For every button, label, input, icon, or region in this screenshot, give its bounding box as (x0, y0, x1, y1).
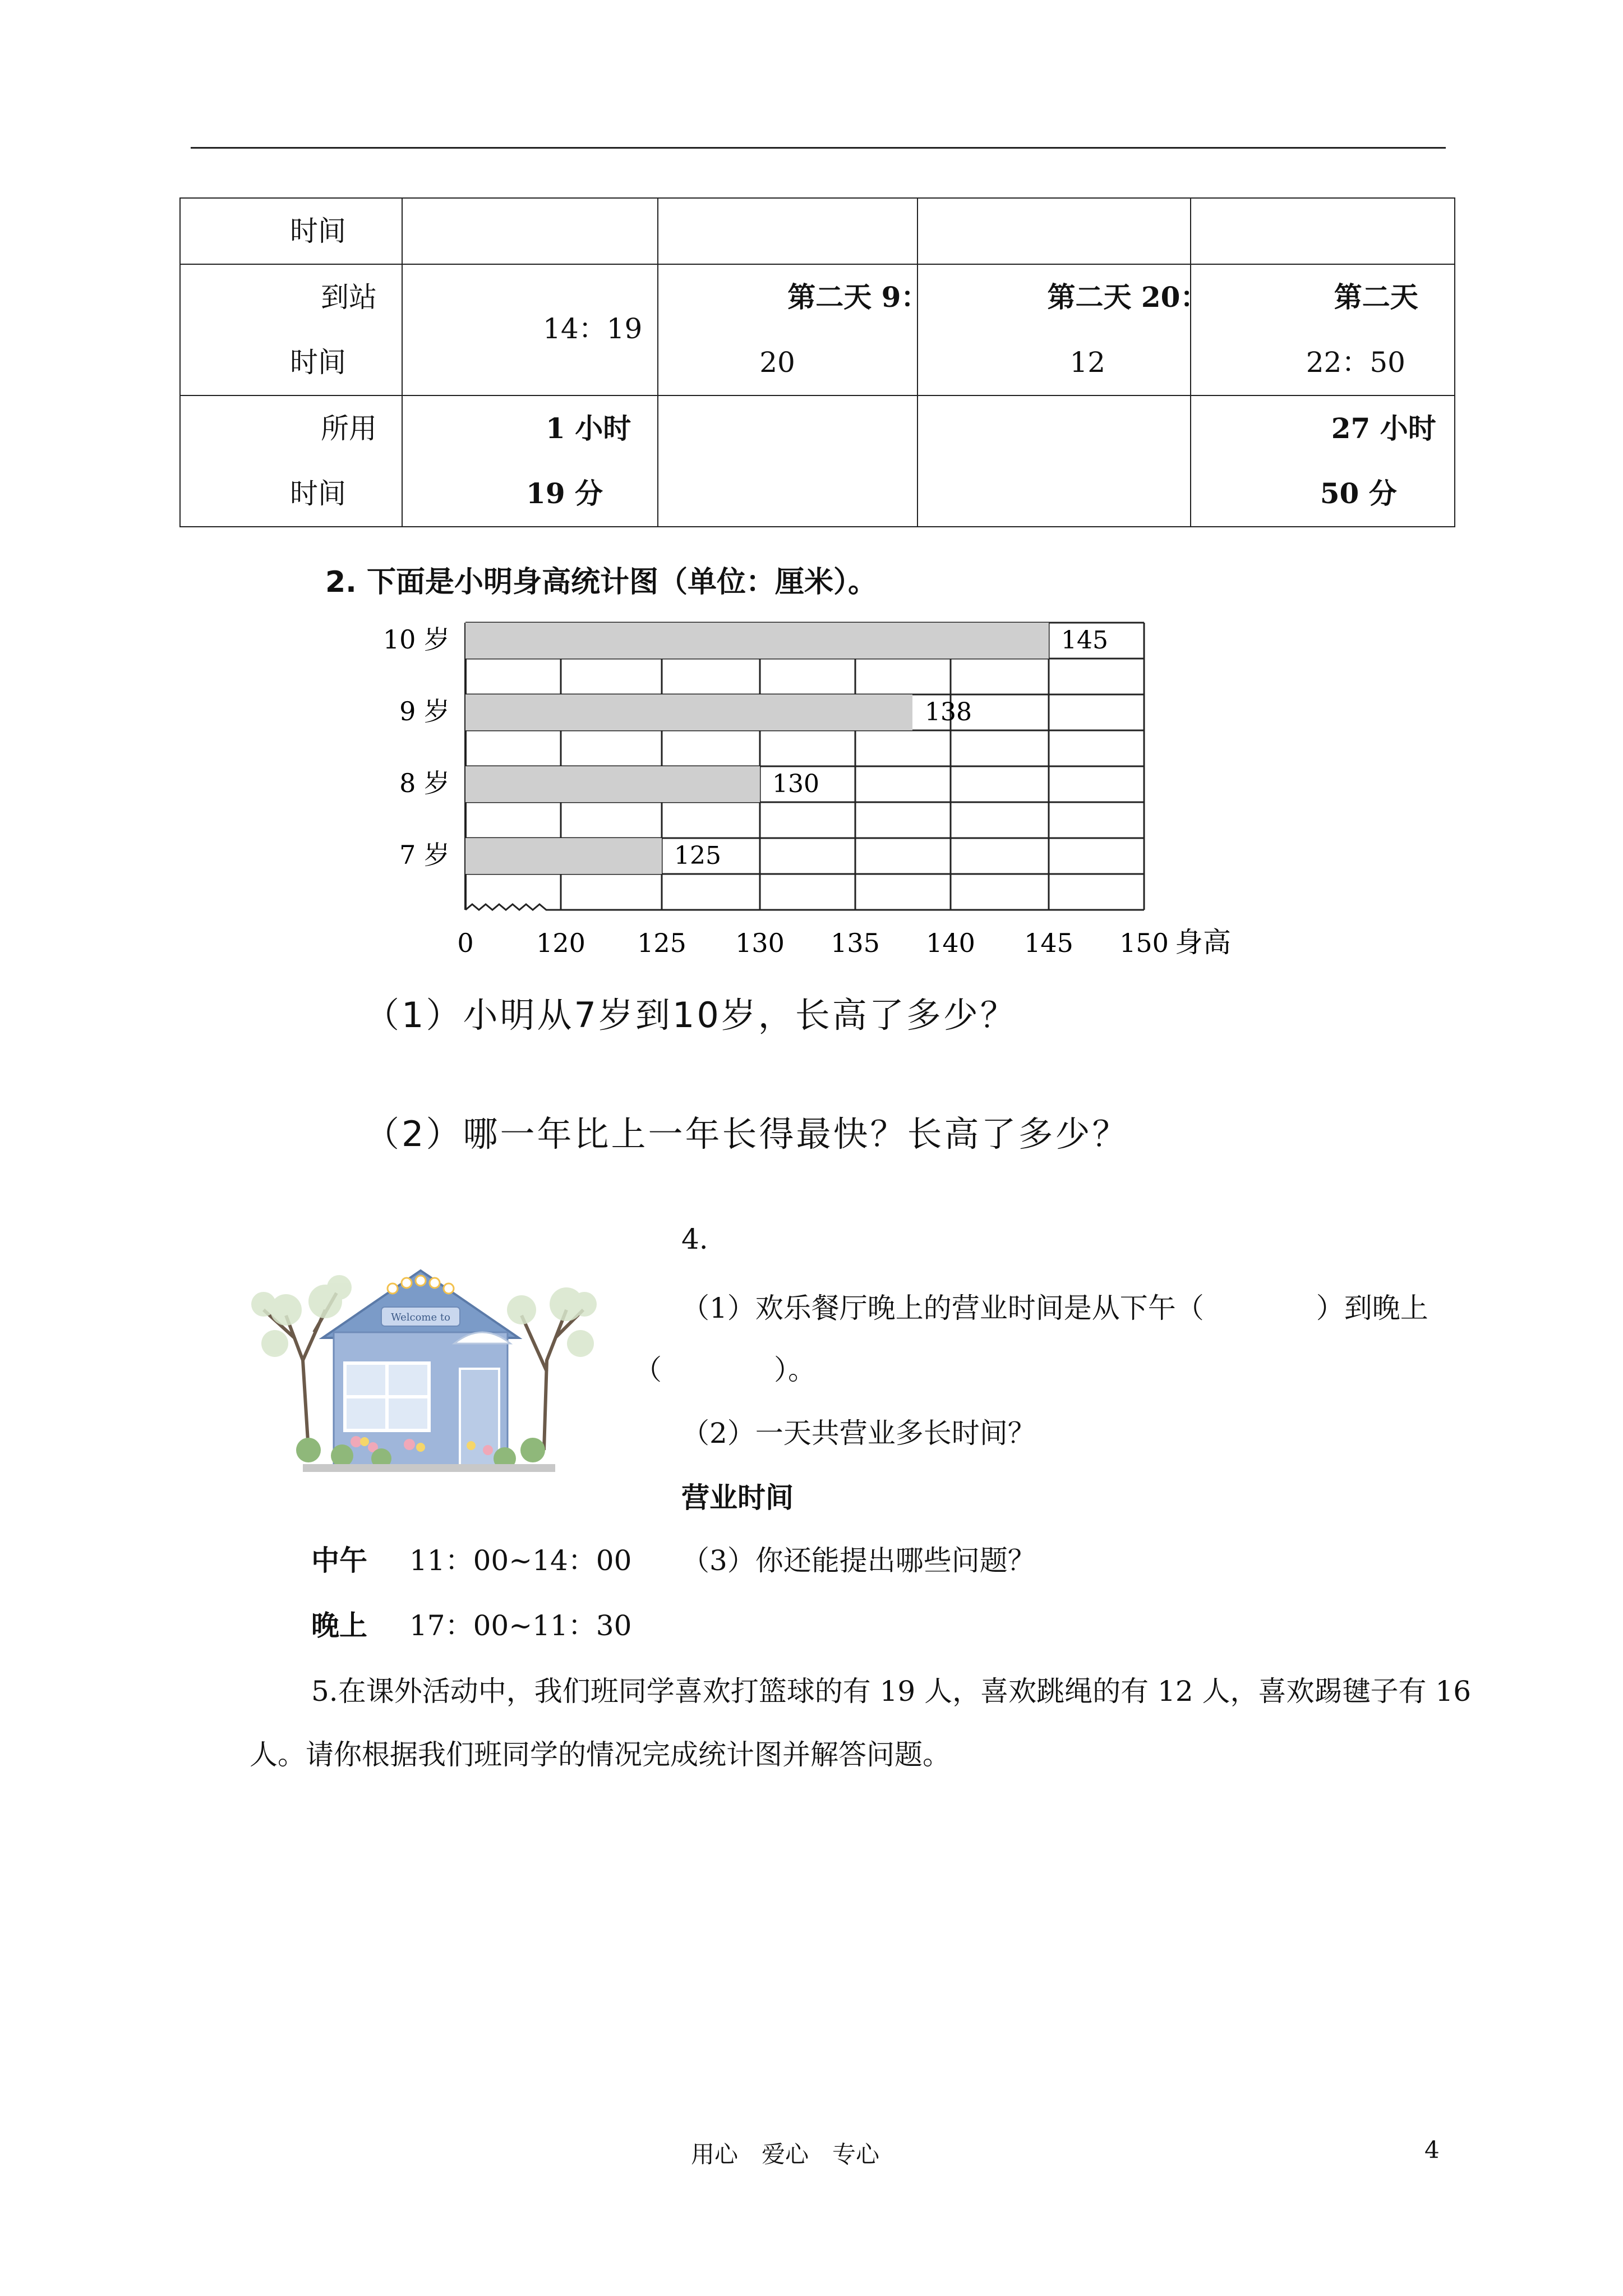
welcome-sign: Welcome to (391, 1312, 450, 1323)
tick-label: 125 (637, 928, 686, 958)
tick-label: 140 (926, 928, 975, 958)
table-cell (402, 198, 658, 264)
table-cell: 14：19 (402, 264, 658, 395)
tick-label: 0 (457, 928, 474, 958)
bar (465, 623, 1049, 659)
bar (465, 766, 760, 802)
q5-line1: 5.在课外活动中，我们班同学喜欢打篮球的有 19 人，喜欢跳绳的有 12 人，喜欢踢毽子有 16 (311, 1675, 1472, 1708)
table-cell (917, 395, 1190, 527)
evening-time: 17：00~11：30 (409, 1609, 632, 1642)
x-axis-label: 身高 (1175, 926, 1231, 959)
noon-label: 中午 (311, 1544, 367, 1577)
q2-sub1: （1）小明从7岁到10岁，长高了多少？ (365, 995, 1017, 1036)
table-cell: 第二天 9： 20 (658, 264, 917, 395)
footer-motto: 用心 爱心 专心 (691, 2141, 880, 2168)
tree-right-icon (522, 1310, 583, 1450)
q4-line2: （ ）。 (634, 1354, 816, 1386)
bar (465, 694, 912, 730)
category-label: 7 岁 (399, 840, 450, 871)
q4-line4: （3）你还能提出哪些问题？ (681, 1544, 1036, 1577)
table-cell: 第二天 22：50 (1191, 264, 1455, 395)
category-label: 8 岁 (399, 768, 450, 799)
q2-sub2: （2）哪一年比上一年长得最快？长高了多少？ (365, 1114, 1129, 1154)
table-cell (658, 395, 917, 527)
q5-line2: 人。请你根据我们班同学的情况完成统计图并解答问题。 (250, 1738, 951, 1771)
table-row (180, 395, 1455, 527)
table-cell (658, 198, 917, 264)
header-rule (191, 147, 1446, 149)
page-number: 4 (1424, 2136, 1440, 2164)
q4-line3: （2）一天共营业多长时间？ (681, 1417, 1036, 1450)
q2-title: 2. 下面是小明身高统计图（单位：厘米）。 (325, 565, 878, 599)
schedule-table (179, 197, 1455, 527)
noon-time: 11：00~14：00 (409, 1544, 632, 1577)
bar (465, 838, 662, 874)
data-label: 138 (925, 698, 972, 727)
tick-label: 130 (735, 928, 785, 958)
tick-label: 135 (831, 928, 880, 958)
q4-number: 4. (681, 1223, 708, 1255)
row-label: 所用 时间 (180, 395, 402, 527)
table-row (180, 264, 1455, 395)
tick-label: 145 (1024, 928, 1073, 958)
table-cell: 1 小时 19 分 (402, 395, 658, 527)
data-label: 125 (674, 841, 721, 871)
row-label: 时间 (180, 198, 402, 264)
table-cell: 第二天 20： 12 (917, 264, 1190, 395)
q4-line1: （1）欢乐餐厅晚上的营业时间是从下午（ ）到晚上 (681, 1292, 1428, 1324)
row-label: 到站 时间 (180, 264, 402, 395)
table-cell (1191, 198, 1455, 264)
data-label: 145 (1061, 626, 1108, 655)
evening-label: 晚上 (311, 1609, 367, 1642)
table-cell: 27 小时 50 分 (1191, 395, 1455, 527)
table-cell (917, 198, 1190, 264)
category-label: 10 岁 (382, 624, 450, 655)
restaurant-illustration (241, 1248, 606, 1495)
height-chart (370, 611, 1312, 970)
chart-bars (465, 623, 1049, 874)
axis-break (465, 904, 561, 910)
hours-title: 营业时间 (681, 1481, 794, 1514)
tick-label: 120 (536, 928, 585, 958)
category-label: 9 岁 (399, 696, 450, 727)
data-label: 130 (772, 770, 819, 799)
table-row (180, 198, 1455, 264)
tick-label: 150 (1119, 928, 1169, 958)
